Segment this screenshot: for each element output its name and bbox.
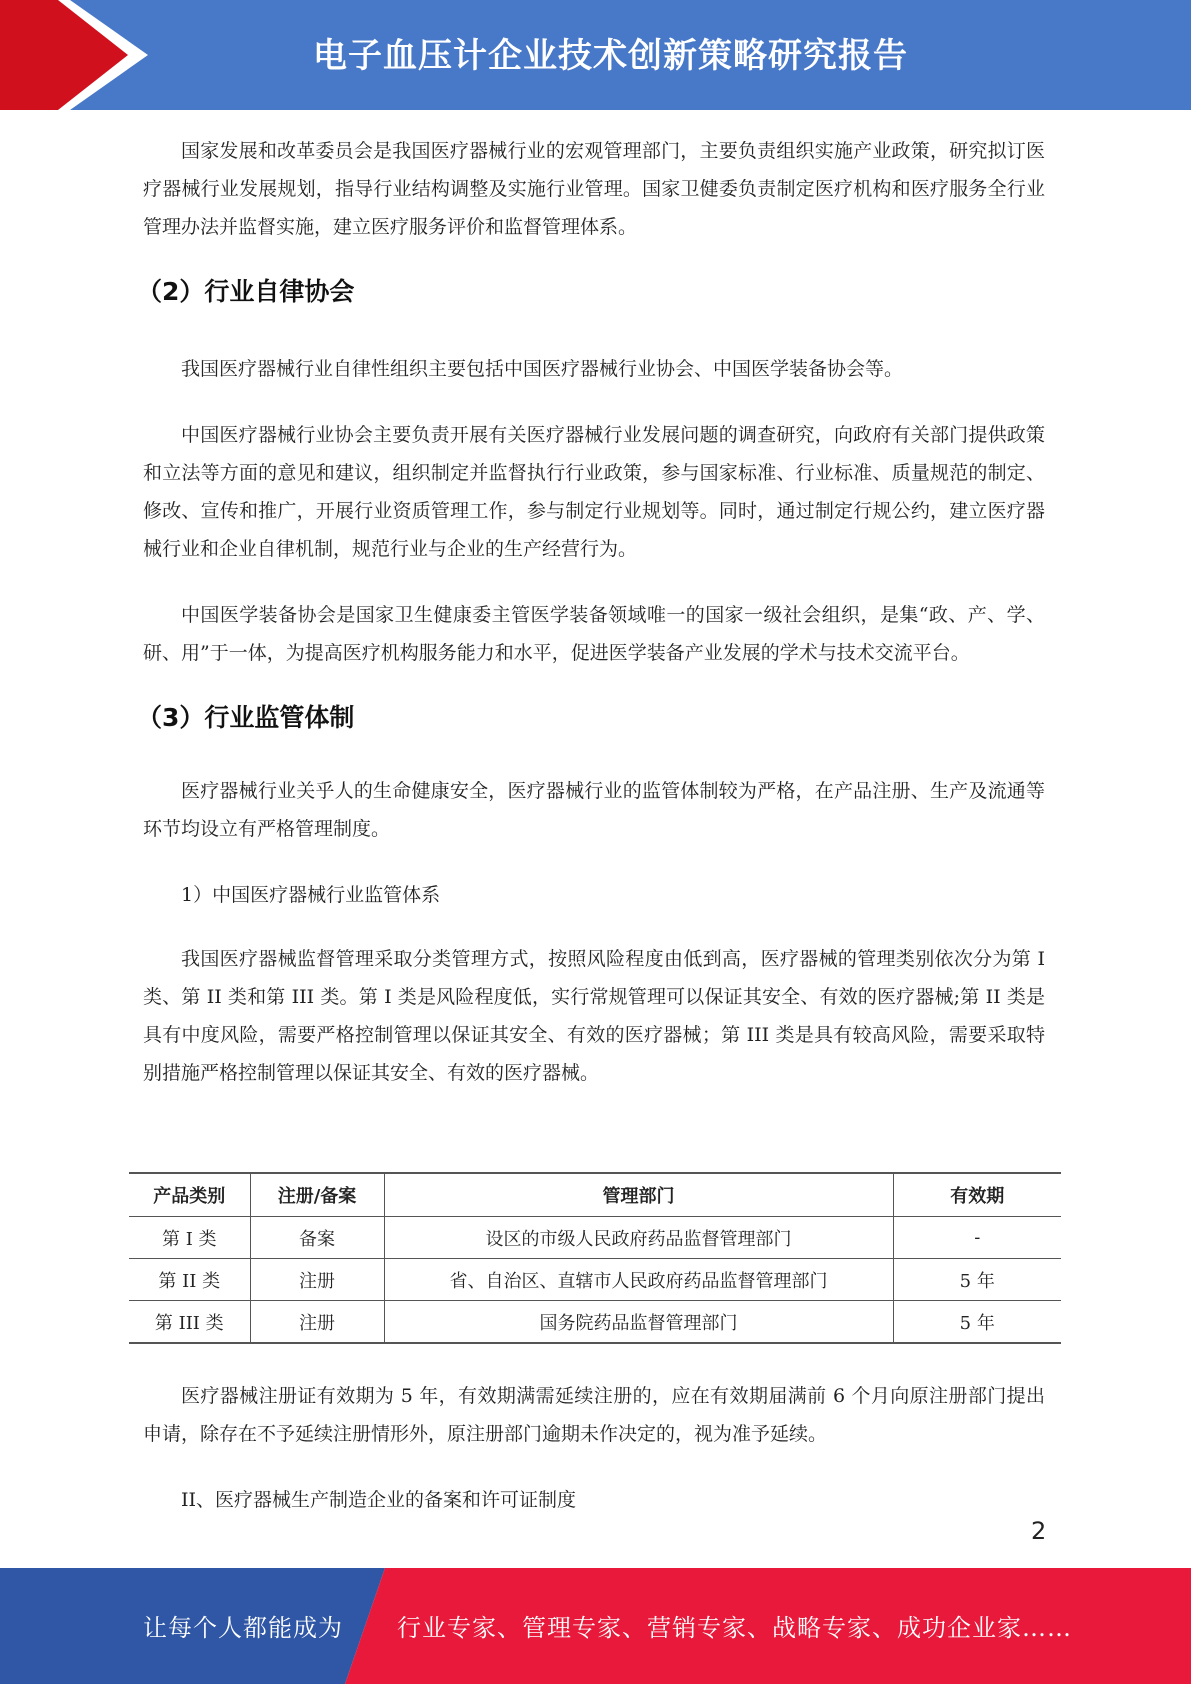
table-cell: - <box>893 1217 1061 1259</box>
section-heading: （3）行业监管体制 <box>137 703 355 732</box>
footer-slogan-left: 让每个人都能成为 <box>143 1614 343 1642</box>
page-footer <box>0 1568 1191 1684</box>
table-header: 产品类别 <box>129 1173 250 1217</box>
paragraph: 我国医疗器械监督管理采取分类管理方式，按照风险程度由低到高，医疗器械的管理类别依次分为第 I 类、第 II 类和第 III 类。第 I 类是风险程度低，实行常规管理可以保证其安全、有效的医疗器械;第 II 类是具有中度风险，需要严格控制管理以保证其安全、有效的医疗器械；第 III 类是具有较高风险，需要采取特别措施严格控制管理以保证其安全、有效的医疗器械。 <box>143 948 1045 1084</box>
table-cell: 注册 <box>250 1259 384 1301</box>
table-row <box>129 1301 1061 1344</box>
paragraph: 中国医疗器械行业协会主要负责开展有关医疗器械行业发展问题的调查研究，向政府有关部门提供政策和立法等方面的意见和建议，组织制定并监督执行行业政策，参与国家标准、行业标准、质量规范的制定、修改、宣传和推广，开展行业资质管理工作，参与制定行业规划等。同时，通过制定行规公约，建立医疗器械行业和企业自律机制，规范行业与企业的生产经营行为。 <box>143 424 1045 560</box>
table-header: 管理部门 <box>384 1173 893 1217</box>
table-cell: 备案 <box>250 1217 384 1259</box>
paragraph: 我国医疗器械行业自律性组织主要包括中国医疗器械行业协会、中国医学装备协会等。 <box>181 358 904 380</box>
table-header: 有效期 <box>893 1173 1061 1217</box>
paragraph: 医疗器械行业关乎人的生命健康安全，医疗器械行业的监管体制较为严格，在产品注册、生产及流通等环节均设立有严格管理制度。 <box>143 780 1045 840</box>
table-cell: 国务院药品监督管理部门 <box>384 1301 893 1344</box>
registration-table <box>129 1172 1061 1344</box>
document-body-continued <box>143 1377 1045 1547</box>
report-title: 电子血压计企业技术创新策略研究报告 <box>313 36 908 76</box>
table-cell: 第 III 类 <box>129 1301 250 1344</box>
table-cell: 5 年 <box>893 1259 1061 1301</box>
paragraph: II、医疗器械生产制造企业的备案和许可证制度 <box>181 1489 577 1511</box>
section-heading: （2）行业自律协会 <box>137 277 355 306</box>
table-row <box>129 1217 1061 1259</box>
table-cell: 第 II 类 <box>129 1259 250 1301</box>
paragraph: 国家发展和改革委员会是我国医疗器械行业的宏观管理部门，主要负责组织实施产业政策，研究拟订医疗器械行业发展规划，指导行业结构调整及实施行业管理。国家卫健委负责制定医疗机构和医疗服务全行业管理办法并监督实施，建立医疗服务评价和监督管理体系。 <box>143 140 1045 238</box>
table-cell: 设区的市级人民政府药品监督管理部门 <box>384 1217 893 1259</box>
paragraph: 中国医学装备协会是国家卫生健康委主管医学装备领域唯一的国家一级社会组织，是集“政、产、学、研、用”于一体，为提高医疗机构服务能力和水平，促进医学装备产业发展的学术与技术交流平台。 <box>143 604 1045 664</box>
page-number: 2 <box>1031 1517 1047 1545</box>
table-cell: 省、自治区、直辖市人民政府药品监督管理部门 <box>384 1259 893 1301</box>
table-cell: 第 I 类 <box>129 1217 250 1259</box>
table-cell: 5 年 <box>893 1301 1061 1344</box>
footer-slogan-right: 行业专家、管理专家、营销专家、战略专家、成功企业家…… <box>397 1614 1072 1642</box>
table-row <box>129 1259 1061 1301</box>
document-body <box>137 132 1045 1120</box>
paragraph: 1）中国医疗器械行业监管体系 <box>181 884 441 906</box>
page-header <box>0 0 1191 110</box>
paragraph: 医疗器械注册证有效期为 5 年，有效期满需延续注册的，应在有效期届满前 6 个月向原注册部门提出申请，除存在不予延续注册情形外，原注册部门逾期未作决定的，视为准予延续。 <box>143 1385 1045 1445</box>
table-header: 注册/备案 <box>250 1173 384 1217</box>
table-cell: 注册 <box>250 1301 384 1344</box>
